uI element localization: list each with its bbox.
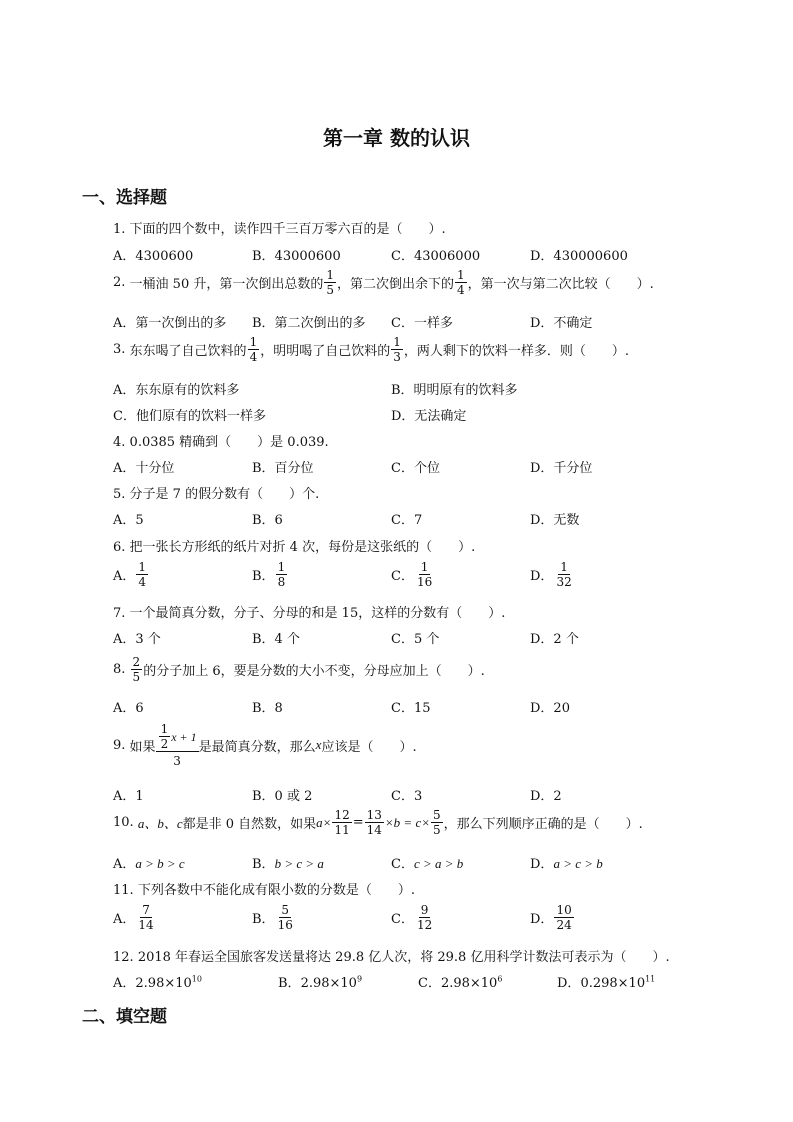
fraction <box>365 808 384 837</box>
option-a: A．3 个 <box>113 632 161 647</box>
option-label: B． <box>278 976 301 991</box>
option-c: C．个位 <box>391 461 440 476</box>
option-d: D．2 <box>530 789 562 804</box>
option-label: D． <box>530 569 554 584</box>
question-text: 的分子加上 6，要是分数的大小不变，分母应加上（ ）. <box>143 664 485 679</box>
question-number: 2. <box>113 275 126 290</box>
complex-fraction <box>156 722 199 768</box>
option-d: D．2 个 <box>530 632 579 647</box>
question-number: 9. <box>113 737 126 753</box>
question-text: 一个最简真分数，分子、分母的和是 15，这样的分数有（ ）. <box>129 606 506 621</box>
question-number: 3. <box>113 342 126 357</box>
question-7 <box>113 602 505 621</box>
option-a: A．5 <box>113 513 144 528</box>
option-c: C．43006000 <box>391 249 481 264</box>
option-label: B． <box>252 912 275 927</box>
question-number: 7. <box>113 606 126 621</box>
option-label: C． <box>391 569 414 584</box>
option-b: B．6 <box>252 513 283 528</box>
fraction <box>276 903 295 932</box>
option-a: A．4300600 <box>113 249 194 264</box>
complex-numerator <box>156 722 199 752</box>
option-c <box>391 560 435 589</box>
denominator: 16 <box>277 918 293 932</box>
option-base: 2.98×10 <box>440 976 498 991</box>
fraction <box>415 903 434 932</box>
question-11 <box>113 879 415 898</box>
numerator: 1 <box>393 335 401 349</box>
question-8 <box>113 655 485 684</box>
question-1 <box>113 218 446 237</box>
option-b: B．百分位 <box>252 461 314 476</box>
option-b: B．8 <box>252 701 283 716</box>
option-label: B． <box>252 857 275 872</box>
option-b <box>252 903 296 932</box>
fraction <box>415 560 434 589</box>
denominator: 2 <box>160 737 169 751</box>
option-b <box>278 972 362 991</box>
question-text: 一桶油 50 升，第一次倒出总数的 <box>129 277 324 292</box>
fraction <box>554 560 573 589</box>
question-text: 都是非 0 自然数，如果 <box>182 817 317 832</box>
option-d <box>530 903 575 932</box>
question-number: 8. <box>113 662 126 677</box>
option-d: D．430000600 <box>530 249 628 264</box>
fraction <box>276 560 288 589</box>
option-b: B．明明原有的饮料多 <box>391 383 518 398</box>
fraction <box>455 268 467 297</box>
option-c: C．3 <box>391 789 423 804</box>
fraction <box>159 722 171 751</box>
question-text: ，那么下列顺序正确的是（ ）. <box>443 817 643 832</box>
denominator: 11 <box>334 823 350 837</box>
numerator: 10 <box>556 903 572 917</box>
numerator: 13 <box>366 808 382 822</box>
option-a: A．第一次倒出的多 <box>113 316 227 331</box>
question-number: 11. <box>113 883 134 898</box>
fraction <box>391 335 403 364</box>
option-value: c > a > b <box>413 856 464 871</box>
option-a <box>113 853 185 872</box>
question-6 <box>113 536 475 555</box>
option-d: D．不确定 <box>530 316 593 331</box>
option-d: D．无数 <box>530 513 580 528</box>
denominator: 4 <box>138 575 147 589</box>
option-label: A． <box>113 912 136 927</box>
page-title: 第一章 数的认识 <box>323 126 470 150</box>
option-c <box>391 853 463 872</box>
denominator: 4 <box>457 283 465 297</box>
numerator: 9 <box>420 903 429 917</box>
expression: x + 1 <box>171 729 197 744</box>
option-a: A．十分位 <box>113 461 175 476</box>
question-text: 下面的四个数中，读作四千三百万零六百的是（ ）. <box>129 222 446 237</box>
question-text: 如果 <box>129 739 156 755</box>
option-b: B．43000600 <box>252 249 341 264</box>
question-number: 6. <box>113 540 126 555</box>
question-12 <box>113 946 670 965</box>
option-c: C．7 <box>391 513 423 528</box>
question-number: 10. <box>113 815 134 830</box>
option-a: A．6 <box>113 701 144 716</box>
denominator: 14 <box>138 918 154 932</box>
option-value: a > b > c <box>135 856 185 871</box>
numerator: 7 <box>142 903 150 917</box>
numerator: 1 <box>160 722 169 736</box>
exponent: 10 <box>191 974 202 984</box>
option-c: C．一样多 <box>391 316 453 331</box>
question-text: 2018 年春运全国旅客发送量将达 29.8 亿人次，将 29.8 亿用科学计数法可表示为（ ）. <box>137 950 670 965</box>
exponent: 9 <box>356 974 363 984</box>
option-label: A． <box>113 857 136 872</box>
denominator: 12 <box>416 918 433 932</box>
option-d <box>530 853 603 872</box>
denominator: 5 <box>326 283 334 297</box>
option-label: B． <box>252 569 275 584</box>
exponent: 6 <box>497 974 503 984</box>
question-text: ，第一次与第二次比较（ ）. <box>467 277 654 292</box>
denominator: 4 <box>249 350 258 364</box>
option-d <box>557 972 655 991</box>
option-b <box>252 560 288 589</box>
denominator: 32 <box>556 575 572 589</box>
section-heading-fill-blank: 二、填空题 <box>82 1007 167 1027</box>
fraction <box>554 903 573 932</box>
option-d <box>530 560 575 589</box>
question-number: 4. <box>113 435 126 450</box>
option-a: A．1 <box>113 789 144 804</box>
equals-sign: = <box>352 815 364 830</box>
option-label: D． <box>530 857 554 872</box>
option-c: C．5 个 <box>391 632 440 647</box>
option-a <box>113 560 149 589</box>
denominator: 14 <box>366 823 382 837</box>
exponent: 11 <box>645 974 656 984</box>
option-c <box>391 903 435 932</box>
fraction <box>324 268 336 297</box>
question-number: 12. <box>113 950 134 965</box>
denominator: 24 <box>556 918 572 932</box>
denominator: 3 <box>393 350 401 364</box>
question-number: 1. <box>113 222 126 237</box>
numerator: 1 <box>420 560 429 574</box>
question-2 <box>113 268 654 297</box>
fraction <box>136 903 155 932</box>
variables: a、b、c <box>137 816 183 831</box>
question-4 <box>113 431 329 450</box>
option-a <box>113 972 202 991</box>
numerator: 1 <box>326 268 334 282</box>
section-heading-choice: 一、选择题 <box>82 188 167 208</box>
equation-part: ×b = c× <box>384 814 430 830</box>
numerator: 5 <box>433 808 441 822</box>
question-text: 应该是（ ）. <box>321 739 417 755</box>
question-text: ，第二次倒出余下的 <box>337 277 455 292</box>
numerator: 5 <box>281 903 290 917</box>
question-text: 是最简真分数，那么 <box>198 739 316 755</box>
option-value: b > c > a <box>274 856 324 871</box>
option-value: a > c > b <box>553 856 603 871</box>
option-a: A．东东原有的饮料多 <box>113 383 240 398</box>
question-text: 把一张长方形纸的纸片对折 4 次，每份是这张纸的（ ）. <box>129 540 476 555</box>
option-c: C．他们原有的饮料一样多 <box>113 409 266 424</box>
question-text: 分子是 7 的假分数有（ ）个. <box>129 487 320 502</box>
option-b: B．0 或 2 <box>252 789 313 804</box>
option-label: A． <box>113 976 136 991</box>
option-label: C． <box>418 976 441 991</box>
option-label: C． <box>391 912 414 927</box>
option-d: D．20 <box>530 701 570 716</box>
question-5 <box>113 483 319 502</box>
question-text: ，明明喝了自己饮料的 <box>260 344 391 359</box>
question-text: 0.0385 精确到（ ）是 0.039. <box>129 435 329 450</box>
denominator: 5 <box>132 670 141 684</box>
numerator: 2 <box>132 655 141 669</box>
question-text: 东东喝了自己饮料的 <box>129 344 247 359</box>
question-3 <box>113 335 629 364</box>
option-d: D．千分位 <box>530 461 593 476</box>
option-base: 0.298×10 <box>580 976 646 991</box>
fraction <box>431 808 443 837</box>
question-text: 下列各数中不能化成有限小数的分数是（ ）. <box>137 883 415 898</box>
fraction <box>332 808 351 837</box>
numerator: 12 <box>334 808 350 822</box>
denominator: 5 <box>433 823 441 837</box>
numerator: 1 <box>560 560 568 574</box>
option-label: C． <box>391 857 414 872</box>
numerator: 1 <box>249 335 258 349</box>
numerator: 1 <box>277 560 286 574</box>
numerator: 1 <box>457 268 465 282</box>
question-9 <box>113 722 417 768</box>
option-label: D． <box>530 912 554 927</box>
option-base: 2.98×10 <box>135 976 192 991</box>
denominator: 8 <box>277 575 286 589</box>
numerator: 1 <box>138 560 147 574</box>
option-a <box>113 903 157 932</box>
question-text: ，两人剩下的饮料一样多．则（ ）. <box>403 344 629 359</box>
fraction <box>248 335 260 364</box>
option-c: C．15 <box>391 701 431 716</box>
option-label: D． <box>557 976 581 991</box>
question-10 <box>113 808 643 837</box>
fraction <box>136 560 148 589</box>
denominator: 16 <box>416 575 433 589</box>
question-number: 5. <box>113 487 126 502</box>
option-b <box>252 853 324 872</box>
option-d: D．无法确定 <box>391 409 467 424</box>
option-c <box>418 972 502 991</box>
complex-denominator: 3 <box>173 754 181 768</box>
option-label: A． <box>113 569 136 584</box>
option-b: B．第二次倒出的多 <box>252 316 366 331</box>
fraction <box>131 655 143 684</box>
option-b: B．4 个 <box>252 632 300 647</box>
variable: x <box>315 737 322 752</box>
option-base: 2.98×10 <box>300 976 357 991</box>
equation-part: a× <box>316 814 332 830</box>
